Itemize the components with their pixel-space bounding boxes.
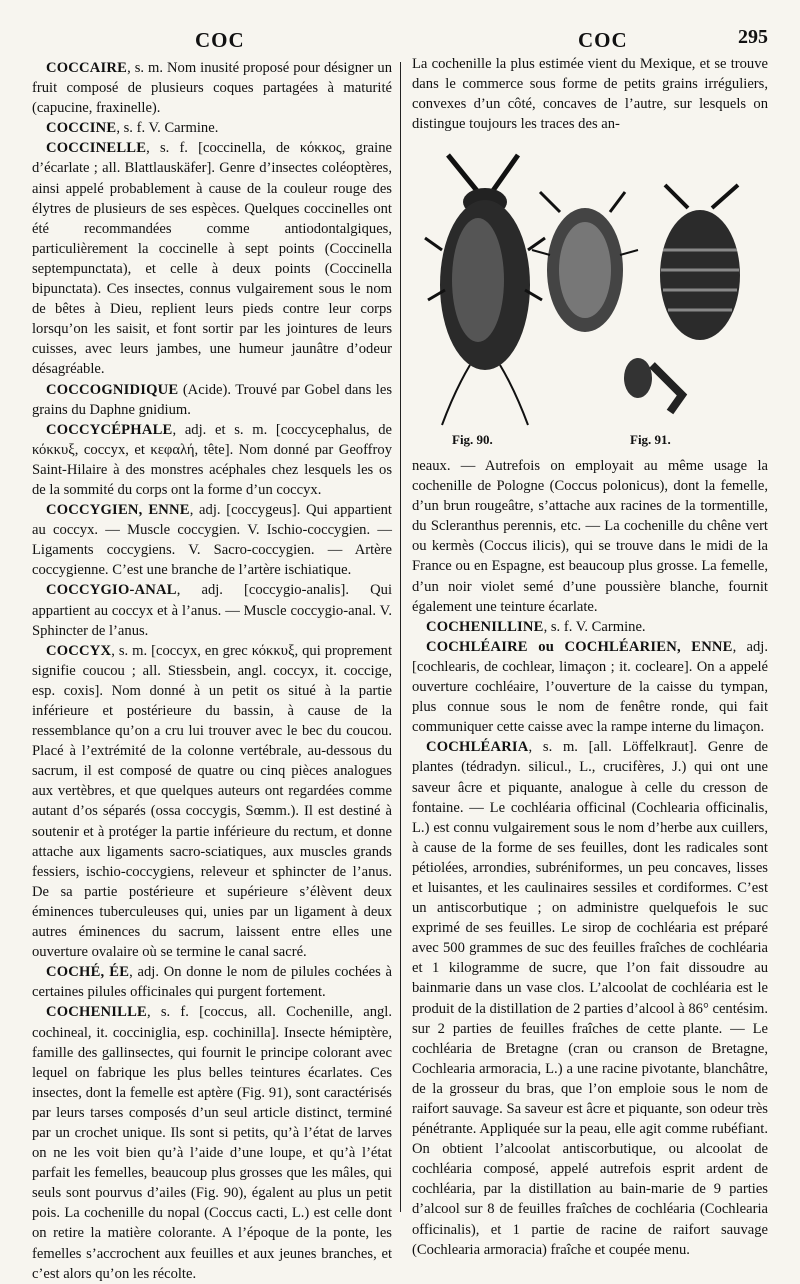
figure-91-caption: Fig. 91. xyxy=(630,432,671,447)
definition: , s. m. Nom inusité proposé pour désigner un fruit composé de plusieurs coques partagées à maturité (capucine, fraxinelle). xyxy=(32,60,392,117)
headword: COCCAIRE xyxy=(46,60,128,76)
definition: , s. f. V. Carmine. xyxy=(116,120,219,137)
entry-cochlearia xyxy=(412,737,768,1259)
entry-cochleaire xyxy=(412,637,768,737)
entry-coccine xyxy=(32,118,392,138)
female-cochineal-dorsal-figure-91 xyxy=(660,185,740,340)
headword: COCHENILLE xyxy=(46,1004,147,1021)
definition: , adj. [coccygeus]. Qui appartient au coccyx. — Muscle coccygien. V. Ischio-coccygien. — Ligaments coccygiens. V. Sacro-coccygien. — Artère coccygienne. C’est une branche de l’artère ischiatique. xyxy=(32,502,392,579)
definition: neaux. — Autrefois on employait au même usage la cochenille de Pologne (Coccus polonicus), dont la femelle, d’un brun rougeâtre, s’attache aux racines de la tormentille, du Scleranthus perennis, etc. — La cochenille du chêne vert ou kermès (Coccus ilicis), qui se trouve dans le midi de la France ou en Espagne, est beaucoup plus grosse. La femelle, d’un noir violet semé d’une poussière blanche, fournit également une teinture écarlate. xyxy=(412,458,768,615)
female-cochineal-ventral-figure-91 xyxy=(532,192,638,332)
headword: COCHLÉARIA xyxy=(426,739,529,756)
definition: , adj. [cochlearis, de cochlear, limaçon ; it. cocleare]. On a appelé ouverture cochléaire, l’ouverture de la caisse du tympan, plus connue sous le nom de fenêtre ronde, qui fait communiquer cette caisse avec la rampe interne du limaçon. xyxy=(412,638,768,736)
definition: , s. m. [coccyx, en grec κόκκυξ, qui proprement signifie coucou ; all. Stiessbein, angl. coccyx, it. coccige, esp. coxis]. Nom donné à un petit os situé à la partie inférieure et postérieure du bassin, à cause de la ressemblance qu’on a cru lui trouver avec le bec du coucou. Placé à l’extrémité de la colonne vertébrale, au-dessous du sacrum, il est composé de quatre ou cinq pièces analogues aux vertèbres, et que quelques auteurs ont regardées comme autant d’os séparés (ossa coccygis, Sœmm.). Il est destiné à soutenir et à protéger la partie inférieure du rectum, et donne attache aux ligaments sacro-sciatiques, aux muscles grands fessiers, ischio-coccygiens, releveur et sphincter de l’anus. De sa partie postérieure et supérieure s’élèvent deux éminences tuberculeuses qui, unies par un ligament à deux autres éminences du sacrum, laissent entre elles une ouverture ovalaire où se termine le canal sacré. xyxy=(32,642,392,961)
entry-coccyx xyxy=(32,641,392,963)
entry-coche xyxy=(32,962,392,1002)
definition: (Acide). Trouvé par Gobel dans les grains du Daphne gnidium. xyxy=(32,381,392,418)
figure-90-caption: Fig. 90. xyxy=(452,432,493,447)
headword: COCHLÉAIRE ou COCHLÉARIEN, ENNE xyxy=(426,638,733,655)
entry-coccinelle xyxy=(32,138,392,379)
entry-coccygio-anal xyxy=(32,580,392,640)
right-column-bottom xyxy=(412,456,768,1260)
headword: COCCINELLE xyxy=(46,140,147,157)
headword: COCCYGIEN, ENNE xyxy=(46,502,190,519)
column-divider xyxy=(400,62,401,1212)
headword: COCCINE xyxy=(46,120,117,137)
entry-cochenille xyxy=(32,1002,392,1283)
cochenille-continued-2 xyxy=(412,456,768,617)
definition: , adj. et s. m. [coccycephalus, de κόκκυξ, coccyx, et κεφαλή, tête]. Nom donné par Geoffroy Saint-Hilaire à des monstres acéphales chez lesquels les os de la sommité du corps ont la forme d’un coccyx. xyxy=(32,421,392,498)
entry-coccygien xyxy=(32,500,392,580)
entry-coccognidique xyxy=(32,380,392,420)
cochineal-illustration xyxy=(420,150,770,440)
entry-cochenilline xyxy=(412,617,768,637)
male-cochineal-figure-90 xyxy=(425,155,545,425)
leg-detail xyxy=(624,358,682,412)
entry-coccycephale xyxy=(32,420,392,500)
right-column-top xyxy=(412,54,768,134)
definition: , s. f. [coccus, all. Cochenille, angl. cochineal, it. cocciniglia, esp. cochinilla]. Insecte hémiptère, famille des gallinsectes, qui fournit le principe colorant avec lequel on fabrique les plus belles teintures écarlates. Ces insectes, dont la femelle est aptère (Fig. 91), sont caractérisés par leurs tarses composés d’un seul article distinct, terminé par un crochet unique. Ils sont si petits, qu’à l’état de larves on ne les voit bien qu’à l’aide d’une loupe, et qu’à l’état parfait les femelles, beaucoup plus grosses que les mâles, qui seuls sont pourvus d’ailes (Fig. 90), égalent au plus un petit pois. La cochenille du nopal (Coccus cacti, L.) est celle dont on retire la matière colorante. A l’époque de la ponte, les femelles s’accrochent aux feuilles et aux jeunes branches, et c’est alors qu’on les récolte. xyxy=(32,1004,392,1282)
headword: COCHÉ, ÉE xyxy=(46,964,130,981)
definition: , adj. [coccygio-analis]. Qui appartient au coccyx et à l’anus. — Muscle coccygio-anal. V. Sphincter de l’anus. xyxy=(32,582,392,639)
entry-coccaire xyxy=(32,58,392,118)
definition: , s. f. V. Carmine. xyxy=(543,618,646,635)
running-head-right: COC xyxy=(578,28,628,52)
headword: COCCYCÉPHALE xyxy=(46,421,173,438)
headword: COCCYGIO-ANAL xyxy=(46,582,177,599)
left-column xyxy=(32,58,392,1284)
definition: , s. f. [coccinella, de κόκκος, graine d’écarlate ; all. Blattlauskäfer]. Genre d’insectes coléoptères, ainsi appelé probablement à cause de la couleur rouge des élytres de plusieurs de ses espèces. Quelques coccinelles ont été recommandées comme antiodontalgiques, particulièrement la coccinelle à sept points (Coccinella septempunctata), et celle à deux points (Coccinella bipunctata). Ces insectes, connus vulgairement sous le nom de bêtes à Dieu, replient leurs pieds contre leur corps lorsqu’on les saisit, et font sortir par les jointures de leurs cuisses, avec leurs jambes, une humeur jaunâtre d’odeur désagréable. xyxy=(32,140,392,378)
page-number: 295 xyxy=(738,26,768,48)
definition: , s. m. [all. Löffelkraut]. Genre de plantes (tédradyn. silicul., L., crucifères, J.) qui ont une saveur âcre et piquante, analogue à celle du cresson de fontaine. — Le cochléaria officinal (Cochlearia officinalis, L.) est connu vulgairement sous le nom d’herbe aux cuillers, à cause de la forme de ses feuilles, dont les radicales sont pétiolées, arrondies, subréniformes, un peu concaves, lisses et luisantes, et les caulinaires sessiles et cordiformes. C’est un antiscorbutique ; on administre quelquefois le suc exprimé de ses feuilles. Le sirop de cochléaria est préparé avec 500 grammes de suc des feuilles fraîches de cochléaria et 1 kilogramme de sucre, que l’on fait dissoudre au bainmarie dans un vase clos. L’alcoolat de cochléaria est le produit de la distillation de 2 parties d’alcool à 86° centésim. sur 2 parties de feuilles fraîches de cette plante. — Le cochléaria de Bretagne (cran ou cranson de Bretagne, Cochlearia armoracia, L.) a une racine pivotante, blanchâtre, de la grosseur du bras, que l’on emploie sous le nom de raifort sauvage. Sa saveur est âcre et piquante, son odeur très pénétrante. Appliquée sur la peau, elle agit comme rubéfiant. On obtient l’alcoolat antiscorbutique, ou alcoolat de cochléaria composé, appelé autrefois esprit ardent de cochléaria, par la distillation au bain-marie de 9 parties d’alcool sur 8 de feuilles fraîches de cochléaria (Cochlearia officinalis), et 1 partie de racine de raifort sauvage (Cochlearia armoracia) fraîche et coupée menu. xyxy=(412,739,768,1258)
cochenille-continued: La cochenille la plus estimée vient du Mexique, et se trouve dans le commerce sous forme de petits grains irréguliers, convexes d’un côté, concaves de l’autre, sur lesquels on distingue toujours les traces des an- xyxy=(412,56,768,133)
headword: COCHENILLINE xyxy=(426,618,544,635)
headword: COCCOGNIDIQUE xyxy=(46,381,179,398)
definition: , adj. On donne le nom de pilules cochées à certaines pilules officinales qui purgent fortement. xyxy=(32,964,392,1001)
headword: COCCYX xyxy=(46,642,112,659)
running-head-left: COC xyxy=(195,28,245,52)
